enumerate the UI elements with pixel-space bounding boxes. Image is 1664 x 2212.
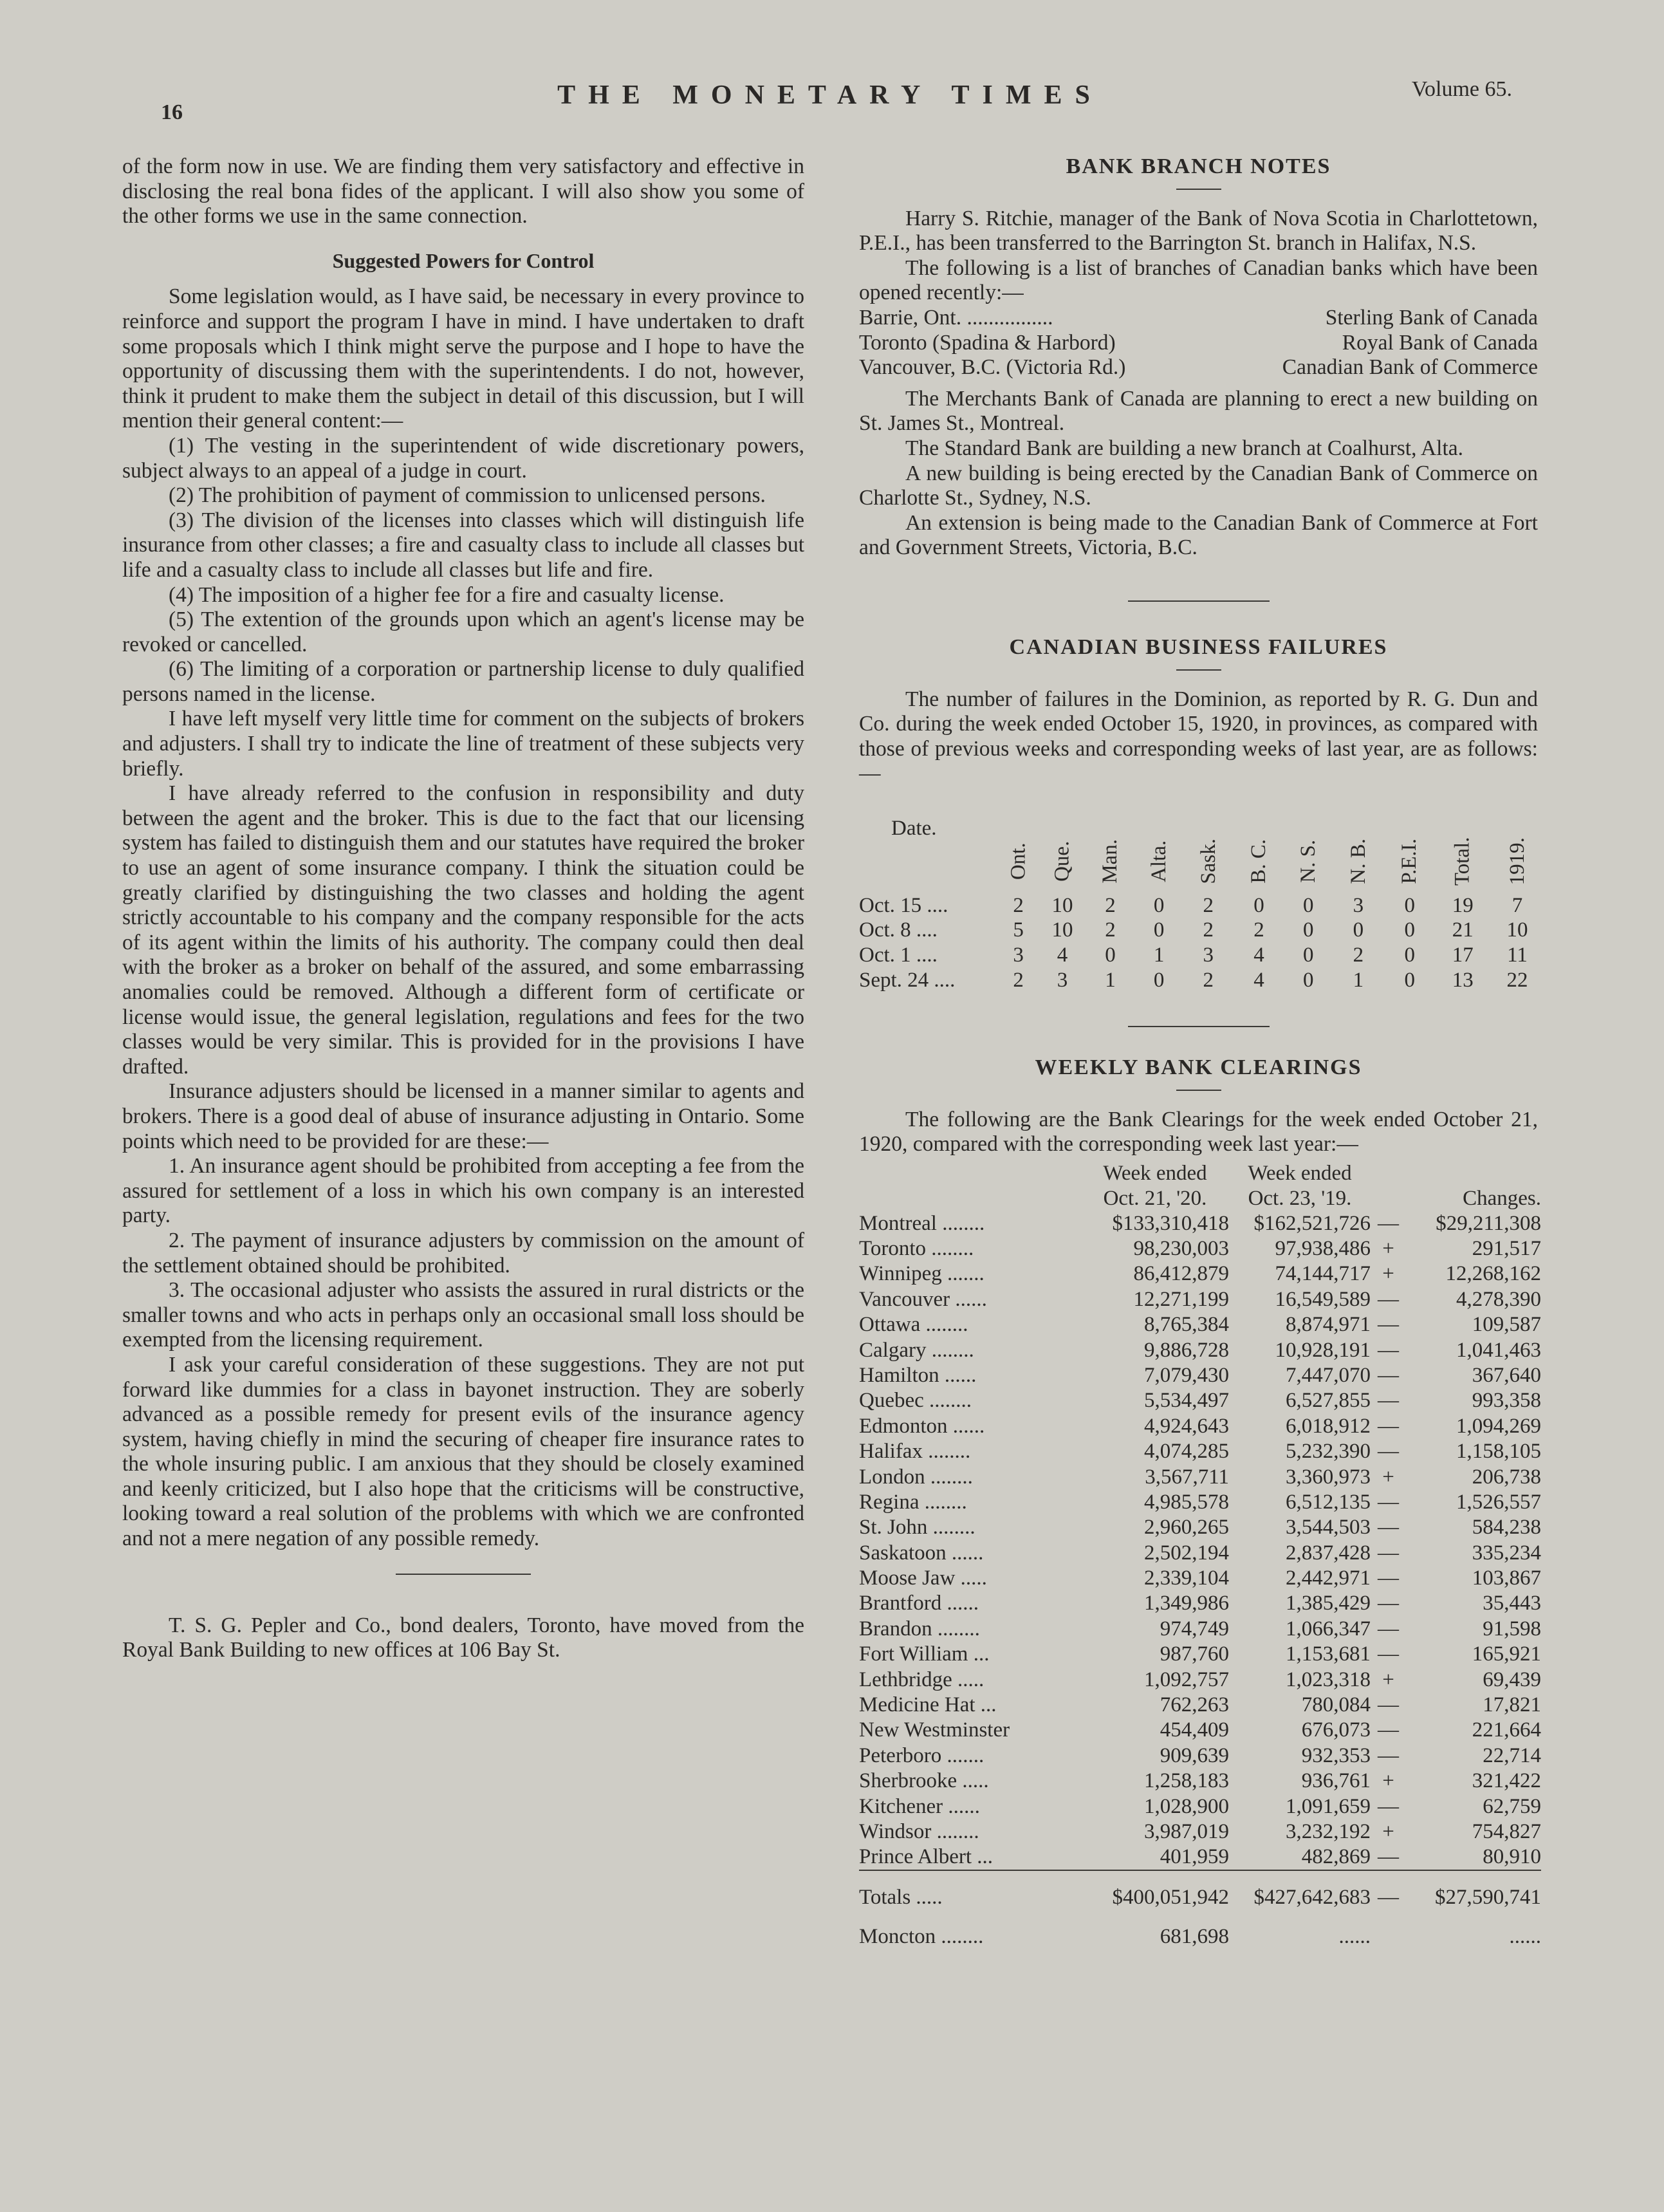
table-row	[859, 1718, 1541, 1743]
table-cell: 2	[1203, 968, 1214, 992]
table-row	[859, 1413, 1541, 1438]
amount-1920: 4,074,285	[1144, 1440, 1229, 1464]
table-cell: 11	[1507, 943, 1528, 967]
column-header: Week ended	[1248, 1162, 1352, 1185]
list-item: (1) The vesting in the superintendent of wide discretionary powers, subject always to an appeal of a judge in court.	[122, 433, 804, 483]
divider	[1176, 669, 1221, 671]
change-amount: 321,422	[1472, 1769, 1541, 1793]
table-cell: 4	[1253, 943, 1264, 967]
article-paragraph: The following are the Bank Clearings for the week ended October 21, 1920, compared with the corresponding week last year:—	[859, 1107, 1538, 1157]
table-cell: 0	[1404, 943, 1415, 967]
column-header: N. S.	[1296, 840, 1320, 884]
change-sign: —	[1378, 1592, 1399, 1615]
amount-1919: 936,761	[1301, 1769, 1371, 1793]
table-cell: 0	[1302, 918, 1314, 942]
amount-1920: 909,639	[1160, 1743, 1229, 1767]
section-heading: BANK BRANCH NOTES	[1066, 154, 1331, 178]
article-paragraph: I have already referred to the confusion in responsibility and duty between the agent and the broker. This is due to the fact that our licensing system has failed to distinguish them and our statutes have required the broker to use an agent of some insurance company. I think the situation could be greatly clarified by distinguishing the two classes and holding the agent strictly accountable to his company and the company responsible for the acts of its agent within the limits of his authority. The company could then deal with the broker as a broker on behalf of the assured, and some embarrassing anomalies could be removed. Although a different form of certificate or license would issue, the general legislation, regulations and fees for the two classes would be very similar. This is provided for in the provisions I have drafted.	[122, 781, 804, 1079]
table-cell: 2	[1253, 918, 1264, 942]
city-name: Saskatoon ......	[859, 1541, 984, 1565]
list-item: (5) The extention of the grounds upon which an agent's license may be revoked or cancelled.	[122, 608, 804, 656]
article-paragraph: I ask your careful consideration of these suggestions. They are not put forward like dummies for a class in bayonet instruction. They are soberly advanced as a possible remedy for present evils of the insurance agency system, having chiefly in mind the securing of cheaper fire insurance rates to the whole insuring public. I am anxious that they should be closely examined and keenly criticized, but I also hope that the criticisms will be constructive, looking toward a real solution of the problems with which we are confronted and not a mere negation of any possible remedy.	[122, 1352, 804, 1551]
change-amount: ......	[1509, 1924, 1541, 1948]
page-header	[148, 72, 1512, 124]
table-row	[859, 1819, 1541, 1845]
city-name: Moose Jaw .....	[859, 1566, 987, 1590]
change-sign: —	[1378, 1516, 1399, 1539]
change-sign: —	[1378, 1414, 1399, 1438]
change-sign: —	[1378, 1845, 1399, 1869]
change-sign: —	[1378, 1642, 1399, 1666]
amount-1919: 74,144,717	[1275, 1262, 1371, 1286]
amount-1920: 8,765,384	[1144, 1313, 1229, 1337]
change-amount: 367,640	[1472, 1363, 1541, 1387]
change-amount: 103,867	[1472, 1566, 1541, 1590]
right-column	[859, 154, 1541, 1949]
list-item: 2. The payment of insurance adjusters by commission on the amount of the settlement obtained should be prohibited.	[122, 1228, 804, 1278]
table-cell: 3	[1203, 943, 1214, 967]
column-header: Ont.	[1006, 842, 1030, 880]
page-number: 16	[161, 100, 183, 124]
change-amount: 993,358	[1472, 1389, 1541, 1413]
article-paragraph: I have left myself very little time for comment on the subjects of brokers and adjusters. I shall try to indicate the line of treatment of these subjects very briefly.	[122, 707, 804, 781]
table-cell: 0	[1253, 893, 1264, 917]
article-paragraph: The number of failures in the Dominion, as reported by R. G. Dun and Co. during the week ended October 15, 1920, in provinces, as compared with those of previous weeks and corresponding weeks of last year, are as follows:—	[859, 687, 1538, 786]
change-amount: 221,664	[1472, 1718, 1541, 1742]
table-row	[859, 1211, 1541, 1236]
column-header: Total.	[1450, 837, 1474, 886]
table-cell: 17	[1452, 943, 1474, 967]
amount-1919: 1,153,681	[1286, 1642, 1371, 1666]
table-cell: 0	[1404, 893, 1415, 917]
section-subheading: Suggested Powers for Control	[332, 248, 595, 272]
table-row	[859, 1287, 1541, 1312]
city-name: New Westminster	[859, 1718, 1010, 1742]
list-item: (6) The limiting of a corporation or partnership license to duly qualified persons named in the license.	[122, 657, 804, 706]
row-date: Oct. 1 ....	[859, 943, 938, 967]
table-row	[859, 1667, 1541, 1692]
amount-1920: 1,258,183	[1144, 1769, 1229, 1793]
amount-1919: $162,521,726	[1253, 1211, 1371, 1235]
column-header: Changes.	[1463, 1186, 1541, 1210]
city-name: Toronto ........	[859, 1237, 974, 1260]
amount-1920: 2,339,104	[1144, 1566, 1229, 1590]
change-sign: +	[1382, 1465, 1394, 1489]
amount-1920: 681,698	[1160, 1924, 1229, 1948]
amount-1920: 987,760	[1160, 1642, 1229, 1666]
change-amount: 17,821	[1483, 1693, 1541, 1717]
city-name: Moncton ........	[859, 1924, 984, 1948]
branch-bank: Sterling Bank of Canada	[1325, 305, 1538, 330]
amount-1920: 1,028,900	[1144, 1794, 1229, 1818]
change-sign: —	[1378, 1541, 1399, 1565]
amount-1919: 1,091,659	[1286, 1794, 1371, 1818]
failures-table	[859, 810, 1544, 992]
table-cell: 19	[1452, 893, 1474, 917]
change-amount: 165,921	[1472, 1642, 1541, 1666]
amount-1919: 8,874,971	[1286, 1313, 1371, 1337]
table-cell: 13	[1452, 968, 1474, 992]
table-row	[859, 1642, 1541, 1667]
table-cell: 2	[1105, 918, 1116, 942]
column-header: Oct. 23, '19.	[1248, 1186, 1352, 1210]
change-sign: +	[1382, 1819, 1394, 1843]
city-name: Ottawa ........	[859, 1313, 968, 1337]
table-row	[859, 1363, 1541, 1388]
table-row	[859, 1337, 1541, 1362]
amount-1919: 1,385,429	[1286, 1592, 1371, 1615]
column-header: 1919.	[1505, 837, 1529, 886]
table-cell: 1	[1105, 968, 1116, 992]
table-cell: 10	[1506, 918, 1528, 942]
branch-place: Toronto (Spadina & Harbord)	[859, 330, 1116, 355]
change-sign: +	[1382, 1769, 1394, 1793]
change-amount: 1,041,463	[1456, 1338, 1541, 1362]
article-paragraph: Insurance adjusters should be licensed in a manner similar to agents and brokers. There is a good deal of abuse of insurance adjusting in Ontario. Some points which need to be provided for are these:—	[122, 1079, 804, 1153]
list-item: 3. The occasional adjuster who assists the assured in rural districts or the smaller towns and who acts in perhaps only an occasional small loss should be exempted from the licensing requirement.	[122, 1278, 804, 1352]
city-name: Edmonton ......	[859, 1414, 985, 1438]
table-cell: 0	[1105, 943, 1116, 967]
change-amount: 584,238	[1472, 1516, 1541, 1539]
table-row	[859, 1693, 1541, 1718]
table-row	[859, 1261, 1541, 1287]
amount-1919: 16,549,589	[1275, 1287, 1371, 1311]
change-sign: —	[1378, 1338, 1399, 1362]
divider	[1128, 1026, 1270, 1027]
table-cell: 3	[1013, 943, 1024, 967]
change-sign: —	[1378, 1440, 1399, 1464]
table-header-row	[859, 810, 1544, 893]
branch-list-row	[859, 355, 1538, 380]
amount-1919: 676,073	[1301, 1718, 1371, 1742]
change-amount: 22,714	[1483, 1743, 1541, 1767]
table-cell: 0	[1153, 893, 1165, 917]
amount-1920: 454,409	[1160, 1718, 1229, 1742]
change-sign: —	[1378, 1490, 1399, 1514]
change-sign: —	[1378, 1566, 1399, 1590]
list-item: (3) The division of the licenses into classes which will distinguish life insurance from other classes; a fire and casualty class to include all classes but life and a casualty class to include all classes but life and fire.	[122, 508, 804, 582]
table-cell: 2	[1203, 893, 1214, 917]
table-cell: 0	[1404, 968, 1415, 992]
list-item: 1. An insurance agent should be prohibited from accepting a fee from the assured for settlement of a loss in which his own company is an interested party.	[122, 1154, 804, 1228]
article-paragraph: of the form now in use. We are finding them very satisfactory and effective in disclosing the real bona fides of the applicant. I will also show you some of the other forms we use in the same connection.	[122, 154, 804, 228]
change-amount: $27,590,741	[1406, 1870, 1541, 1912]
table-cell: 2	[1105, 893, 1116, 917]
amount-1919: 6,018,912	[1286, 1414, 1371, 1438]
table-row	[859, 1743, 1541, 1768]
amount-1919: 6,527,855	[1286, 1389, 1371, 1413]
left-column	[122, 154, 804, 1663]
change-sign: —	[1378, 1211, 1399, 1235]
change-amount: 91,598	[1483, 1617, 1541, 1640]
change-sign: —	[1378, 1287, 1399, 1311]
table-cell: 1	[1153, 943, 1165, 967]
masthead: THE MONETARY TIMES	[557, 80, 1103, 110]
city-name: Brandon ........	[859, 1617, 980, 1640]
article-paragraph: The following is a list of branches of Canadian banks which have been opened recently:—	[859, 256, 1538, 305]
city-name: Winnipeg .......	[859, 1262, 985, 1286]
amount-1920: 1,349,986	[1144, 1592, 1229, 1615]
table-row	[859, 1845, 1541, 1870]
amount-1919: 2,442,971	[1286, 1566, 1371, 1590]
table-cell: 2	[1353, 943, 1364, 967]
amount-1920: 3,567,711	[1145, 1465, 1229, 1489]
table-row	[859, 1490, 1541, 1515]
table-row	[859, 1566, 1541, 1591]
table-cell: 3	[1353, 893, 1364, 917]
amount-1919: 6,512,135	[1286, 1490, 1371, 1514]
amount-1919: 3,232,192	[1286, 1819, 1371, 1843]
table-cell: 2	[1013, 968, 1024, 992]
section-heading: WEEKLY BANK CLEARINGS	[1035, 1055, 1362, 1080]
list-item: (2) The prohibition of payment of commission to unlicensed persons.	[169, 483, 766, 508]
column-header: P.E.I.	[1398, 839, 1421, 884]
change-sign: +	[1382, 1237, 1394, 1260]
column-header: Man.	[1098, 839, 1122, 884]
divider	[1176, 1090, 1221, 1091]
column-header: Que.	[1050, 841, 1074, 882]
branch-place: Barrie, Ont. ................	[859, 305, 1053, 330]
amount-1920: 98,230,003	[1133, 1237, 1229, 1260]
amount-1920: 3,987,019	[1144, 1819, 1229, 1843]
table-row	[859, 1464, 1541, 1489]
table-row	[859, 1591, 1541, 1616]
amount-1920: 86,412,879	[1133, 1262, 1229, 1286]
amount-1920: 2,502,194	[1144, 1541, 1229, 1565]
amount-1920: 7,079,430	[1144, 1363, 1229, 1387]
change-sign: +	[1382, 1668, 1394, 1691]
branch-bank: Canadian Bank of Commerce	[1282, 355, 1538, 380]
table-cell: 0	[1153, 918, 1165, 942]
table-cell: 2	[1203, 918, 1214, 942]
change-amount: 69,439	[1483, 1668, 1541, 1691]
branch-place: Vancouver, B.C. (Victoria Rd.)	[859, 355, 1126, 380]
section-heading: CANADIAN BUSINESS FAILURES	[1009, 635, 1388, 659]
city-name: St. John ........	[859, 1516, 975, 1539]
amount-1919: 5,232,390	[1286, 1440, 1371, 1464]
column-header: Alta.	[1147, 841, 1170, 883]
table-row	[859, 943, 1544, 968]
article-paragraph: Some legislation would, as I have said, be necessary in every province to reinforce and support the program I have in mind. I have undertaken to draft some proposals which I think might serve the purpose and I hope to have the opportunity of discussing them with the superintendents. I do not, however, think it prudent to make them the subject in detail of this discussion, but I will mention their general content:—	[122, 284, 804, 433]
amount-1919: 3,360,973	[1286, 1465, 1371, 1489]
table-row	[859, 1312, 1541, 1337]
table-cell: 3	[1057, 968, 1068, 992]
amount-1920: 2,960,265	[1144, 1516, 1229, 1539]
column-header: Week ended	[1103, 1162, 1207, 1185]
table-cell: 0	[1404, 918, 1415, 942]
table-row	[859, 1616, 1541, 1641]
amount-1920: 5,534,497	[1144, 1389, 1229, 1413]
article-paragraph: An extension is being made to the Canadian Bank of Commerce at Fort and Government Streets, Victoria, B.C.	[859, 510, 1538, 560]
table-header-row	[859, 1161, 1541, 1186]
amount-1920: $133,310,418	[1112, 1211, 1229, 1235]
table-cell: 1	[1353, 968, 1364, 992]
city-name: Medicine Hat ...	[859, 1693, 997, 1717]
column-header: B. C.	[1247, 839, 1271, 884]
table-cell: 2	[1013, 893, 1024, 917]
amount-1919: 7,447,070	[1286, 1363, 1371, 1387]
change-sign: —	[1378, 1313, 1399, 1337]
totals-row	[859, 1870, 1541, 1912]
table-cell: 0	[1302, 893, 1314, 917]
change-amount: 1,094,269	[1456, 1414, 1541, 1438]
row-date: Oct. 8 ....	[859, 918, 938, 942]
change-amount: 62,759	[1483, 1794, 1541, 1818]
amount-1920: 12,271,199	[1133, 1287, 1229, 1311]
table-row	[859, 918, 1544, 943]
row-date: Oct. 15 ....	[859, 893, 948, 917]
branch-list-row	[859, 331, 1538, 356]
change-sign: +	[1382, 1262, 1394, 1286]
divider	[1176, 189, 1221, 190]
amount-1919: 1,066,347	[1286, 1617, 1371, 1640]
table-row	[859, 1388, 1541, 1413]
amount-1920: 1,092,757	[1144, 1668, 1229, 1691]
city-name: Calgary ........	[859, 1338, 974, 1362]
amount-1919: 1,023,318	[1286, 1668, 1371, 1691]
article-paragraph: The Merchants Bank of Canada are planning to erect a new building on St. James St., Montreal.	[859, 386, 1538, 436]
amount-1920: 4,924,643	[1144, 1414, 1229, 1438]
amount-1920: 974,749	[1160, 1617, 1229, 1640]
change-amount: 291,517	[1472, 1237, 1541, 1260]
table-row	[859, 1515, 1541, 1540]
amount-1920: 4,985,578	[1144, 1490, 1229, 1514]
city-name: Quebec ........	[859, 1389, 972, 1413]
column-header: Sask.	[1196, 839, 1220, 884]
table-row	[859, 1912, 1541, 1949]
table-header-row	[859, 1186, 1541, 1211]
amount-1919: 780,084	[1301, 1693, 1371, 1717]
totals-label: Totals .....	[859, 1870, 1081, 1912]
city-name: Peterboro .......	[859, 1743, 985, 1767]
city-name: Vancouver ......	[859, 1287, 987, 1311]
branch-bank: Royal Bank of Canada	[1342, 330, 1538, 355]
table-cell: 0	[1302, 943, 1314, 967]
amount-1920: 401,959	[1160, 1845, 1229, 1869]
change-sign: —	[1378, 1794, 1399, 1818]
change-amount: 80,910	[1483, 1845, 1541, 1869]
change-sign: —	[1378, 1693, 1399, 1717]
city-name: Sherbrooke .....	[859, 1769, 989, 1793]
city-name: Prince Albert ...	[859, 1845, 994, 1869]
table-cell: 4	[1253, 968, 1264, 992]
branch-list-row	[859, 306, 1538, 331]
city-name: Montreal ........	[859, 1211, 985, 1235]
change-sign: —	[1378, 1617, 1399, 1640]
amount-1919: 97,938,486	[1275, 1237, 1371, 1260]
city-name: Hamilton ......	[859, 1363, 977, 1387]
city-name: Lethbridge .....	[859, 1668, 985, 1691]
amount-1919: 2,837,428	[1286, 1541, 1371, 1565]
amount-1920: 9,886,728	[1144, 1338, 1229, 1362]
table-row	[859, 893, 1544, 918]
change-amount: 754,827	[1472, 1819, 1541, 1843]
table-row	[859, 1769, 1541, 1794]
change-amount: 4,278,390	[1456, 1287, 1541, 1311]
table-row	[859, 968, 1544, 993]
city-name: Fort William ...	[859, 1642, 990, 1666]
change-amount: 12,268,162	[1445, 1262, 1541, 1286]
city-name: Halifax ........	[859, 1440, 971, 1464]
table-cell: 7	[1511, 893, 1523, 917]
change-amount: 206,738	[1472, 1465, 1541, 1489]
article-paragraph: A new building is being erected by the Canadian Bank of Commerce on Charlotte St., Sydney, N.S.	[859, 461, 1538, 510]
table-cell: 5	[1013, 918, 1024, 942]
amount-1919: ......	[1338, 1924, 1371, 1948]
column-header: Date.	[891, 816, 937, 840]
change-sign: —	[1378, 1363, 1399, 1387]
change-amount: 1,158,105	[1456, 1440, 1541, 1464]
table-cell: 10	[1051, 893, 1073, 917]
table-cell: 0	[1302, 968, 1314, 992]
amount-1919: 3,544,503	[1286, 1516, 1371, 1539]
article-paragraph: T. S. G. Pepler and Co., bond dealers, Toronto, have moved from the Royal Bank Building to new offices at 106 Bay St.	[122, 1613, 804, 1662]
row-date: Sept. 24 ....	[859, 968, 956, 992]
city-name: London ........	[859, 1465, 973, 1489]
change-sign: —	[1378, 1389, 1399, 1413]
list-item: (4) The imposition of a higher fee for a fire and casualty license.	[169, 582, 725, 607]
change-amount: 109,587	[1472, 1313, 1541, 1337]
amount-1919: $427,642,683	[1229, 1870, 1371, 1912]
table-cell: 22	[1506, 968, 1528, 992]
change-sign: —	[1378, 1718, 1399, 1742]
table-cell: 10	[1051, 918, 1073, 942]
article-paragraph: Harry S. Ritchie, manager of the Bank of Nova Scotia in Charlottetown, P.E.I., has been transferred to the Barrington St. branch in Halifax, N.S.	[859, 206, 1538, 256]
change-sign: —	[1371, 1870, 1406, 1912]
article-paragraph: The Standard Bank are building a new branch at Coalhurst, Alta.	[905, 436, 1464, 460]
amount-1919: 10,928,191	[1275, 1338, 1371, 1362]
divider	[396, 1574, 531, 1575]
change-amount: $29,211,308	[1436, 1211, 1541, 1235]
divider	[1128, 600, 1270, 602]
city-name: Regina ........	[859, 1490, 967, 1514]
change-amount: 335,234	[1472, 1541, 1541, 1565]
city-name: Kitchener ......	[859, 1794, 980, 1818]
change-amount: 35,443	[1483, 1592, 1541, 1615]
change-amount: 1,526,557	[1456, 1490, 1541, 1514]
amount-1919: 932,353	[1301, 1743, 1371, 1767]
table-cell: 21	[1452, 918, 1474, 942]
clearings-table	[859, 1161, 1541, 1949]
change-sign: —	[1378, 1743, 1399, 1767]
table-row	[859, 1794, 1541, 1819]
table-cell: 4	[1057, 943, 1068, 967]
change-sign	[1371, 1912, 1406, 1949]
table-row	[859, 1439, 1541, 1464]
city-name: Windsor ........	[859, 1819, 979, 1843]
volume-label: Volume 65.	[1411, 77, 1512, 101]
amount-1920: $400,051,942	[1081, 1870, 1229, 1912]
table-row	[859, 1236, 1541, 1261]
table-row	[859, 1540, 1541, 1565]
amount-1919: 482,869	[1301, 1845, 1371, 1869]
table-cell: 0	[1153, 968, 1165, 992]
amount-1920: 762,263	[1160, 1693, 1229, 1717]
city-name: Brantford ......	[859, 1592, 979, 1615]
column-header: Oct. 21, '20.	[1103, 1186, 1207, 1210]
table-cell: 0	[1353, 918, 1364, 942]
column-header: N. B.	[1346, 839, 1370, 884]
